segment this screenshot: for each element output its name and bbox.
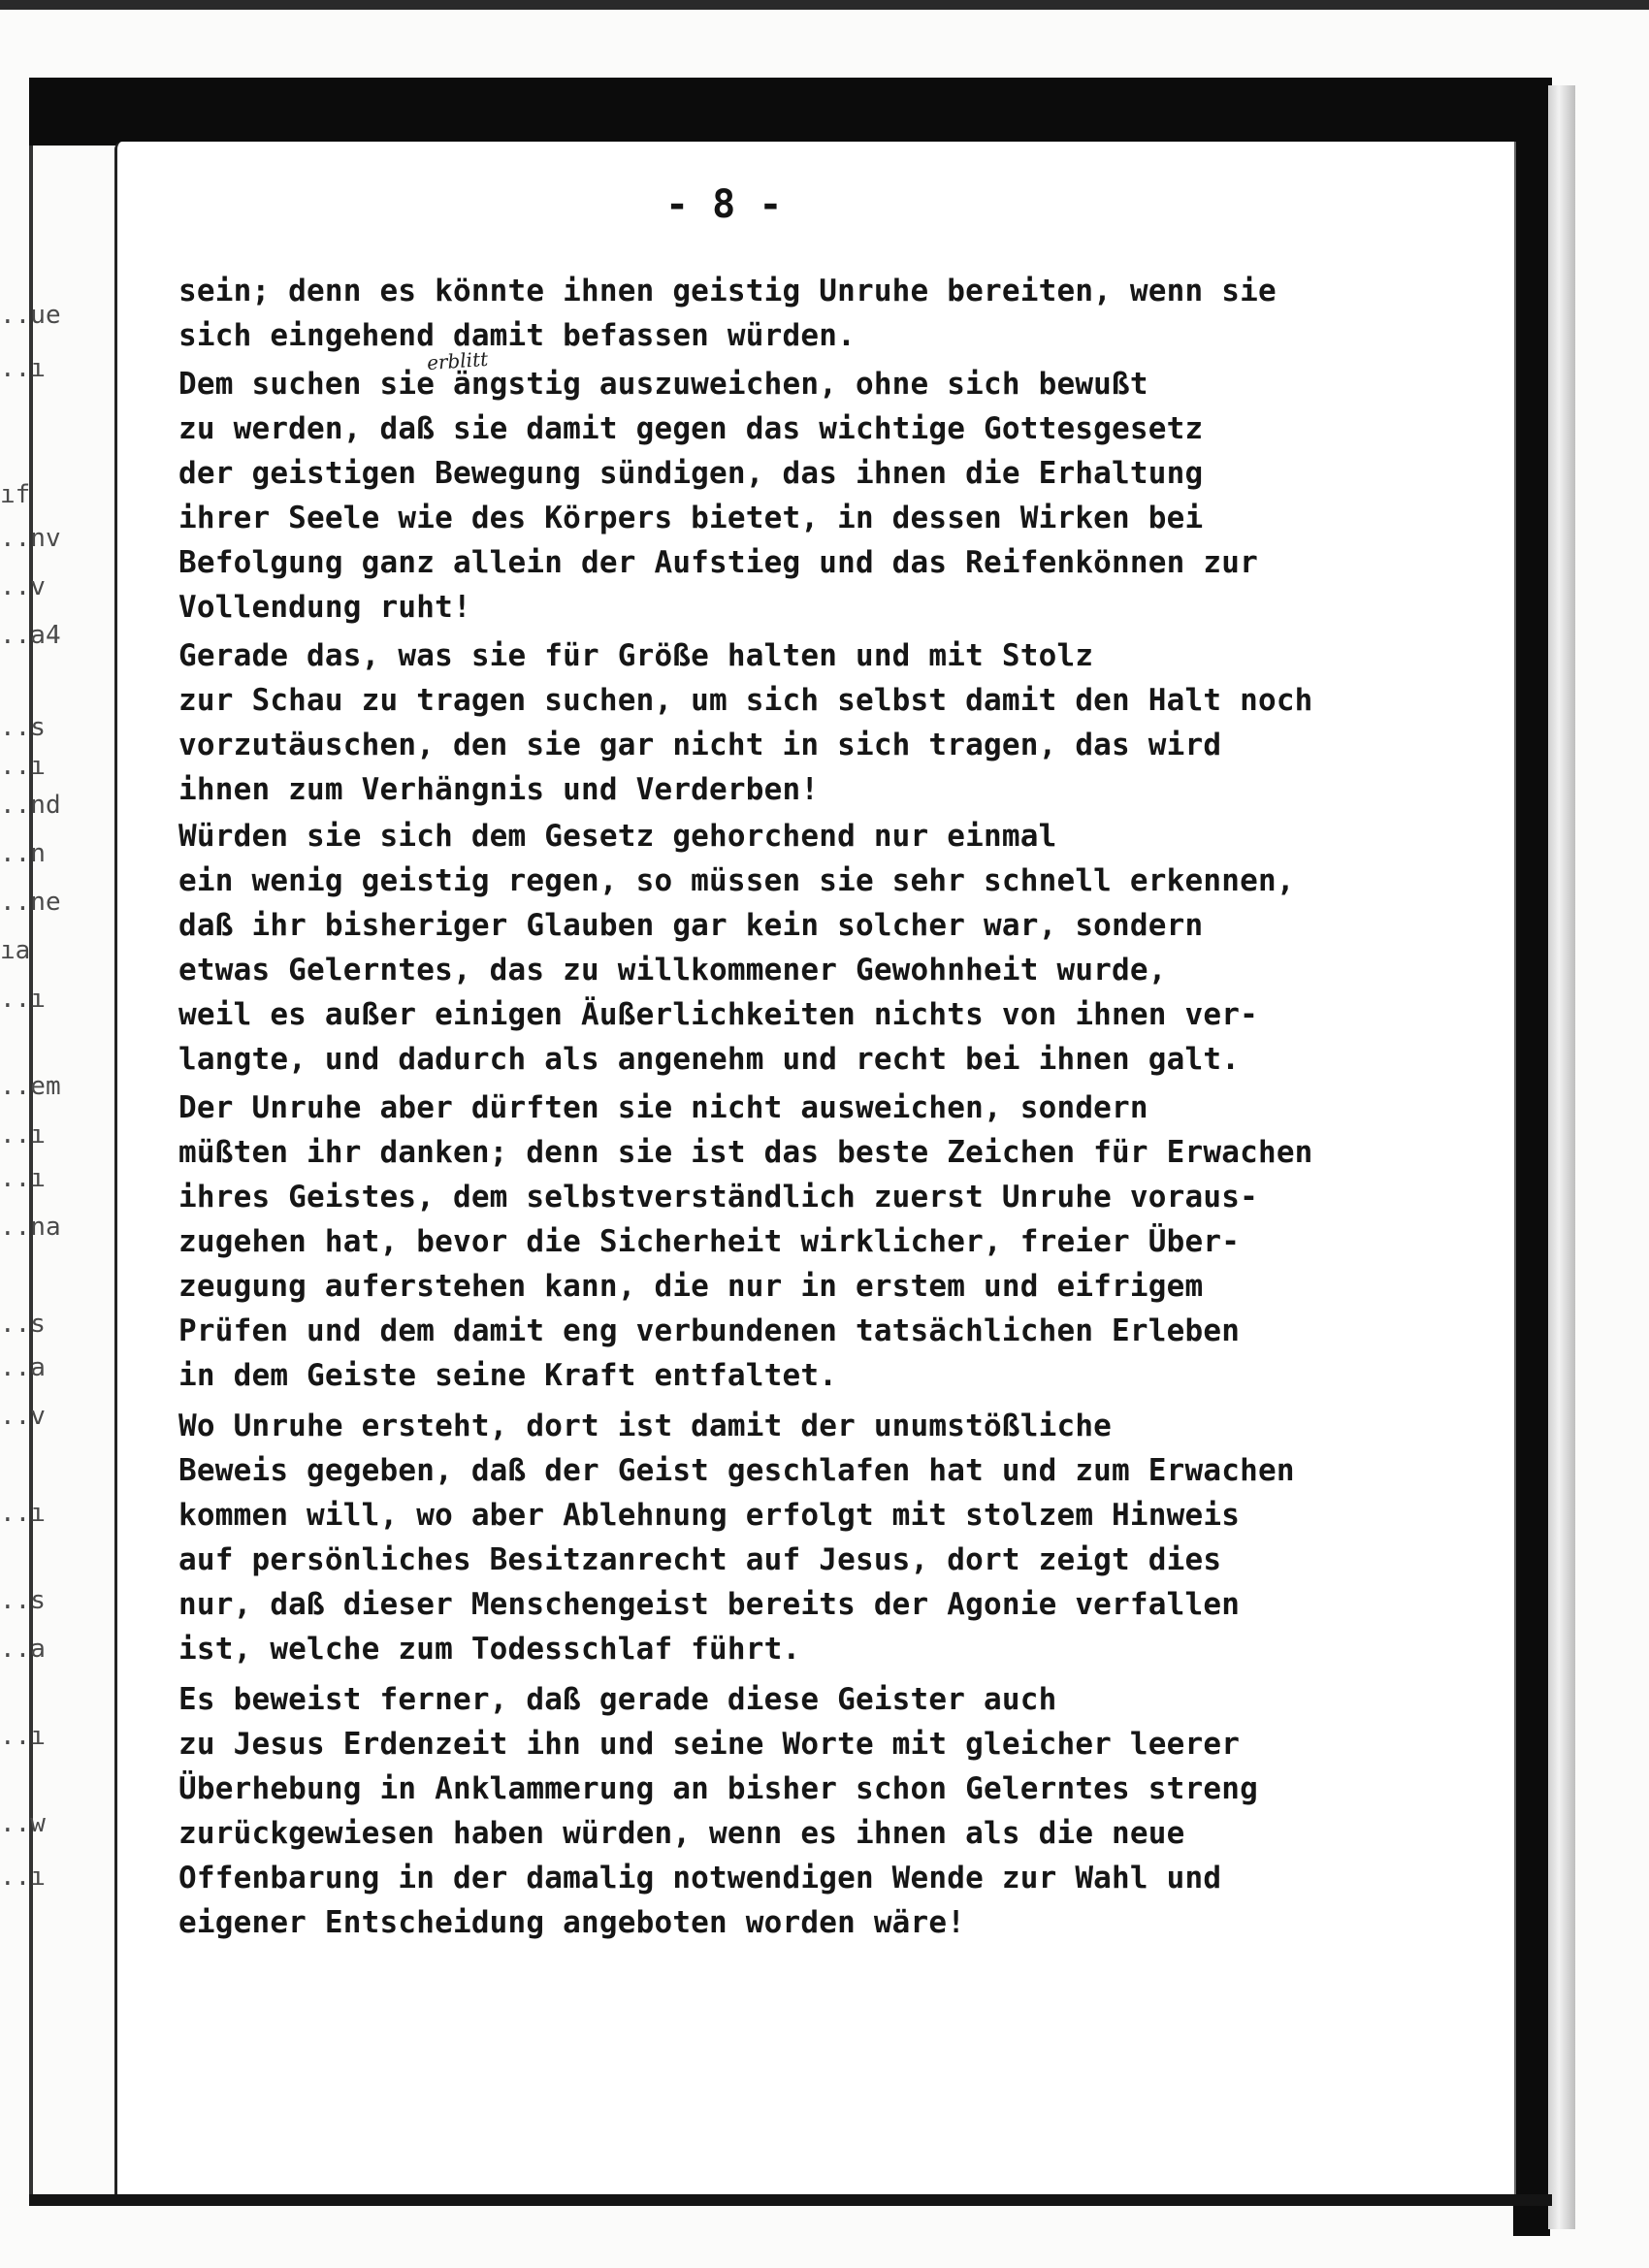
text-line: zu Jesus Erdenzeit ihn und seine Worte mit gleicher leerer	[178, 1727, 1241, 1762]
bleed-fragment: ..ne	[0, 888, 61, 917]
bleed-fragment: ..v	[0, 572, 46, 601]
scanner-right-shadow	[1513, 78, 1550, 2236]
bleed-fragment: ..nv	[0, 524, 61, 553]
text-line: auf persönliches Besitzanrecht auf Jesus, dort zeigt dies	[178, 1542, 1222, 1577]
text-line: daß ihr bisheriger Glauben gar kein solcher war, sondern	[178, 908, 1204, 943]
text-line: vorzutäuschen, den sie gar nicht in sich tragen, das wird	[178, 728, 1222, 762]
bleed-fragment: ..ue	[0, 301, 61, 330]
text-line: zeugung auferstehen kann, die nur in erstem und eifrigem	[178, 1269, 1204, 1304]
page-stack-edge	[1548, 85, 1575, 2229]
text-line: sich eingehend damit befassen würden.	[178, 318, 856, 353]
text-line: müßten ihr danken; denn sie ist das beste Zeichen für Erwachen	[178, 1135, 1313, 1170]
page-number: - 8 -	[665, 182, 783, 227]
text-line: Prüfen und dem damit eng verbundenen tatsächlichen Erleben	[178, 1313, 1241, 1348]
bleed-fragment: ..a4	[0, 621, 61, 650]
text-line: Beweis gegeben, daß der Geist geschlafen hat und zum Erwachen	[178, 1453, 1295, 1488]
text-line: weil es außer einigen Äußerlichkeiten nichts von ihnen ver-	[178, 997, 1258, 1032]
text-line: kommen will, wo aber Ablehnung erfolgt mit stolzem Hinweis	[178, 1498, 1241, 1533]
text-line: etwas Gelerntes, das zu willkommener Gewohnheit wurde,	[178, 953, 1167, 988]
bleed-fragment: ..ı	[0, 1499, 46, 1528]
text-line: in dem Geiste seine Kraft entfaltet.	[178, 1358, 838, 1393]
text-line: zurückgewiesen haben würden, wenn es ihnen als die neue	[178, 1816, 1185, 1851]
text-line: Gerade das, was sie für Größe halten und mit Stolz	[178, 638, 1094, 673]
text-line: Der Unruhe aber dürften sie nicht ausweichen, sondern	[178, 1090, 1148, 1125]
bleed-fragment: ..ı	[0, 1863, 46, 1892]
text-line: ihnen zum Verhängnis und Verderben!	[178, 772, 820, 807]
bottom-scan-edge	[29, 2194, 1552, 2206]
bleed-fragment: ..ı	[0, 1120, 46, 1150]
text-line: Dem suchen sie ängstig auszuweichen, ohne sich bewußt	[178, 367, 1148, 402]
top-scan-edge	[0, 0, 1649, 10]
adjacent-page-bleed	[0, 146, 109, 2192]
text-line: nur, daß dieser Menschengeist bereits der Agonie verfallen	[178, 1587, 1241, 1622]
bleed-fragment: ..s	[0, 1310, 46, 1339]
bleed-fragment: ..w	[0, 1809, 46, 1838]
bleed-fragment: ..s	[0, 1586, 46, 1615]
text-line: langte, und dadurch als angenehm und recht bei ihnen galt.	[178, 1042, 1241, 1077]
bleed-fragment: ıa	[0, 936, 31, 965]
bleed-fragment: ..s	[0, 713, 46, 742]
text-line: Befolgung ganz allein der Aufstieg und das Reifenkönnen zur	[178, 545, 1258, 580]
bleed-fragment: ..na	[0, 1213, 61, 1242]
text-line: zugehen hat, bevor die Sicherheit wirklicher, freier Über-	[178, 1224, 1241, 1259]
bleed-fragment: ..ı	[0, 985, 46, 1014]
text-line: Es beweist ferner, daß gerade diese Geister auch	[178, 1682, 1057, 1717]
text-line: zur Schau zu tragen suchen, um sich selbst damit den Halt noch	[178, 683, 1313, 718]
text-line: Überhebung in Anklammerung an bisher schon Gelerntes streng	[178, 1771, 1258, 1806]
text-line: der geistigen Bewegung sündigen, das ihnen die Erhaltung	[178, 456, 1204, 491]
bleed-fragment: ..ı	[0, 354, 46, 383]
text-line: eigener Entscheidung angeboten worden wäre!	[178, 1905, 966, 1940]
bleed-fragment: ..ı	[0, 1722, 46, 1751]
text-line: ihres Geistes, dem selbstverständlich zuerst Unruhe voraus-	[178, 1180, 1258, 1215]
text-line: Würden sie sich dem Gesetz gehorchend nur einmal	[178, 819, 1057, 854]
bleed-fragment: ..v	[0, 1402, 46, 1431]
text-line: ein wenig geistig regen, so müssen sie sehr schnell erkennen,	[178, 863, 1295, 898]
text-line: ihrer Seele wie des Körpers bietet, in dessen Wirken bei	[178, 501, 1204, 535]
bleed-fragment: ..nd	[0, 791, 61, 820]
bleed-fragment: ..ı	[0, 752, 46, 781]
text-line: Vollendung ruht!	[178, 590, 471, 625]
text-line: Offenbarung in der damalig notwendigen Wende zur Wahl und	[178, 1861, 1222, 1895]
bleed-fragment: ıf	[0, 480, 31, 509]
bleed-fragment: ..em	[0, 1072, 61, 1101]
text-line: sein; denn es könnte ihnen geistig Unruhe bereiten, wenn sie	[178, 274, 1277, 308]
bleed-fragment: ..a	[0, 1353, 46, 1382]
scanner-top-shadow	[29, 78, 1552, 146]
text-line: zu werden, daß sie damit gegen das wichtige Gottesgesetz	[178, 411, 1204, 446]
bleed-fragment: ..a	[0, 1635, 46, 1664]
bleed-fragment: ..n	[0, 839, 46, 868]
bleed-fragment: ..ı	[0, 1164, 46, 1193]
text-line: Wo Unruhe ersteht, dort ist damit der unumstößliche	[178, 1409, 1113, 1443]
text-line: ist, welche zum Todesschlaf führt.	[178, 1632, 801, 1667]
handwritten-annotation: erblitt	[426, 346, 489, 375]
